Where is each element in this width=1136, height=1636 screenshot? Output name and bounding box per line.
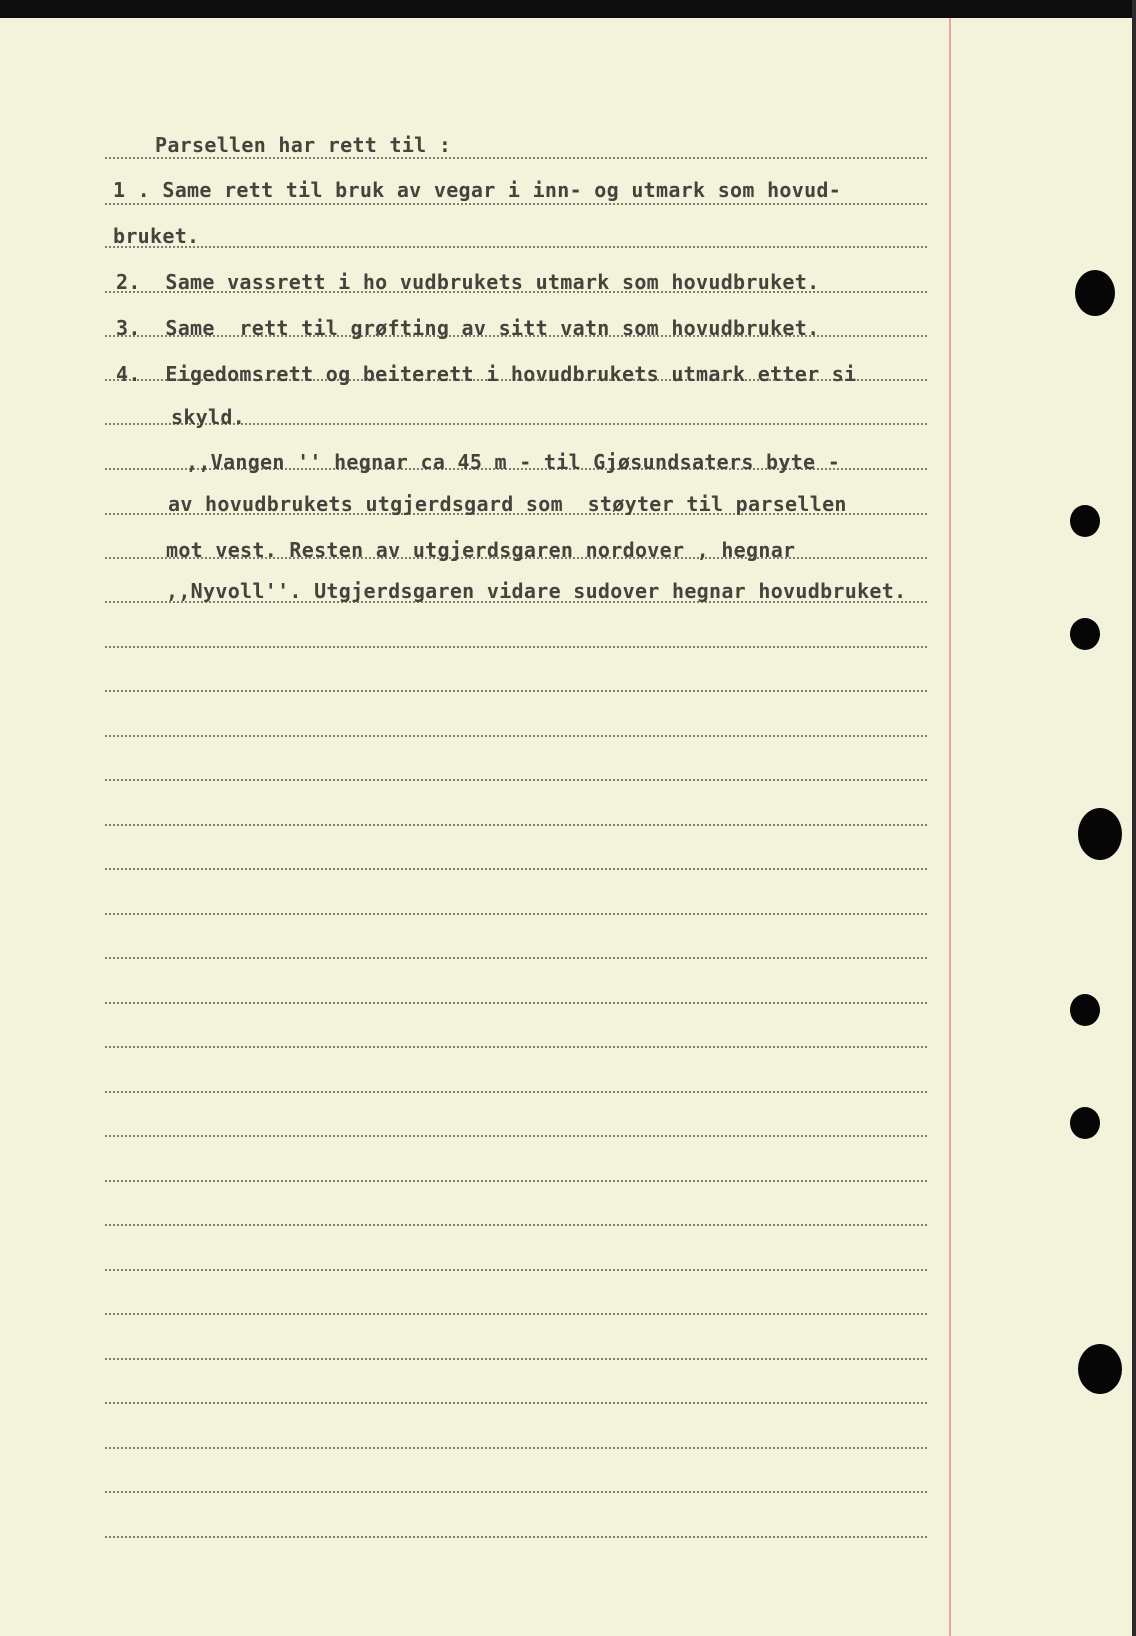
text-line: av hovudbrukets utgjerdsgard som støyter til parsellen xyxy=(168,492,847,516)
ruled-line xyxy=(105,1313,927,1315)
ruled-line xyxy=(105,1269,927,1271)
ruled-line xyxy=(105,1402,927,1404)
ruled-line xyxy=(105,1046,927,1048)
ruled-line xyxy=(105,735,927,737)
text-line: 3. Same rett til grøfting av sitt vatn som hovudbruket. xyxy=(116,316,820,340)
text-line: skyld. xyxy=(171,405,246,429)
punch-hole xyxy=(1075,270,1115,316)
text-line: bruket. xyxy=(113,224,200,248)
ruled-line xyxy=(105,957,927,959)
punch-hole xyxy=(1070,505,1100,537)
margin-line xyxy=(949,18,951,1636)
document-heading: Parsellen har rett til : xyxy=(155,133,452,157)
ruled-line xyxy=(105,913,927,915)
ruled-line xyxy=(105,1091,927,1093)
scan-top-border xyxy=(0,0,1136,18)
ruled-line xyxy=(105,203,927,205)
ruled-line xyxy=(105,1491,927,1493)
punch-hole xyxy=(1070,994,1100,1026)
text-line: ,,Vangen '' hegnar ca 45 m - til Gjøsundsaters byte - xyxy=(186,450,841,474)
text-line: 4. Eigedomsrett og beiterett i hovudbrukets utmark etter si xyxy=(116,362,857,386)
punch-hole xyxy=(1078,1344,1122,1394)
ruled-line xyxy=(105,868,927,870)
punch-hole xyxy=(1070,1107,1100,1139)
ruled-line xyxy=(105,646,927,648)
ruled-line xyxy=(105,1358,927,1360)
ruled-line xyxy=(105,779,927,781)
punch-hole xyxy=(1078,808,1122,860)
ruled-line xyxy=(105,1180,927,1182)
ruled-line xyxy=(105,1002,927,1004)
ruled-line xyxy=(105,1447,927,1449)
ruled-line xyxy=(105,246,927,248)
text-line: 2. Same vassrett i ho vudbrukets utmark som hovudbruket. xyxy=(116,270,820,294)
text-line: mot vest. Resten av utgjerdsgaren nordover , hegnar xyxy=(166,538,796,562)
punch-hole xyxy=(1070,618,1100,650)
ruled-line xyxy=(105,690,927,692)
scan-right-border xyxy=(1132,0,1136,1636)
ruled-line xyxy=(105,157,927,159)
ruled-line xyxy=(105,1135,927,1137)
ruled-line xyxy=(105,1224,927,1226)
text-line: ,,Nyvoll''. Utgjerdsgaren vidare sudover hegnar hovudbruket. xyxy=(166,579,907,603)
text-line: 1 . Same rett til bruk av vegar i inn- og utmark som hovud- xyxy=(113,178,842,202)
ruled-line xyxy=(105,1536,927,1538)
ruled-line xyxy=(105,824,927,826)
